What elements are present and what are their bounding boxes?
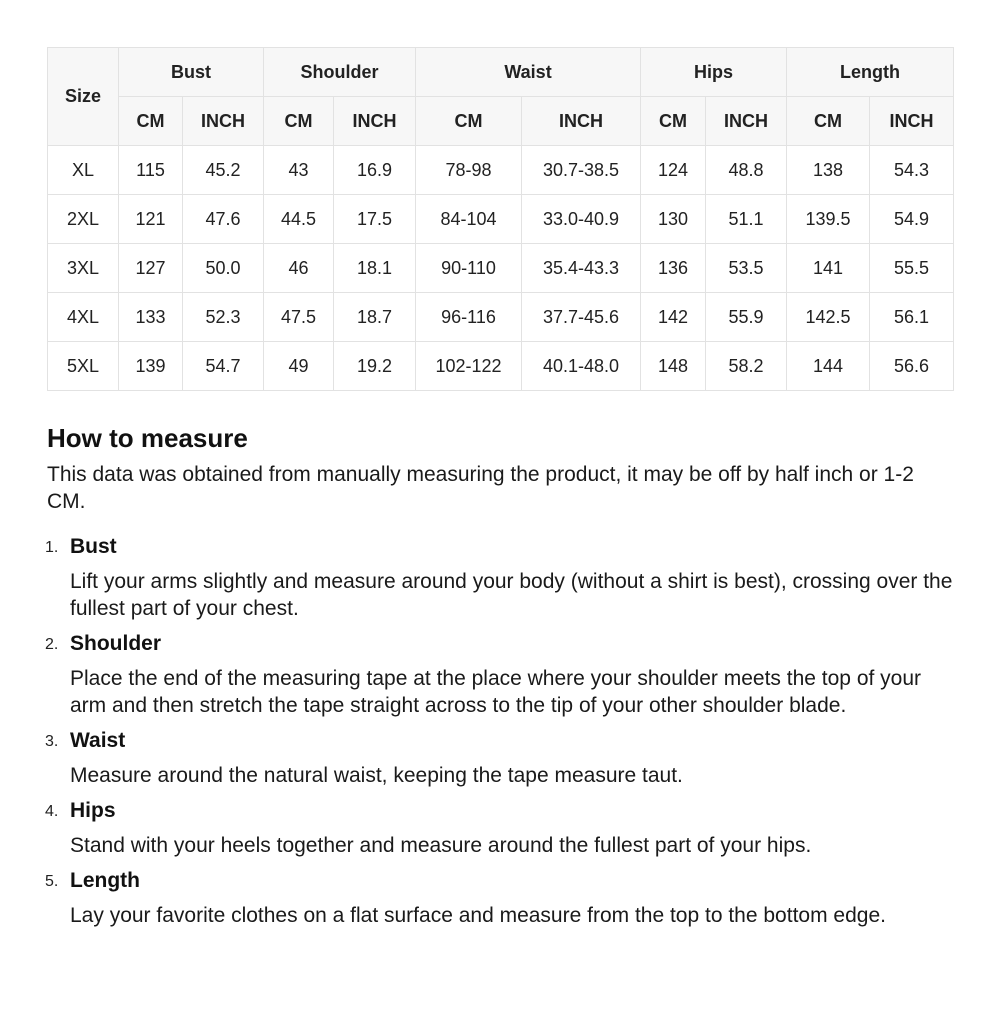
table-cell: 130 bbox=[641, 195, 706, 244]
measure-step-bust bbox=[47, 531, 957, 628]
table-cell: 56.6 bbox=[870, 342, 954, 391]
table-row bbox=[48, 342, 954, 391]
table-cell: 142.5 bbox=[787, 293, 870, 342]
table-cell: 54.3 bbox=[870, 146, 954, 195]
table-cell: 121 bbox=[119, 195, 183, 244]
header-unit-row bbox=[48, 97, 954, 146]
table-cell: 139 bbox=[119, 342, 183, 391]
unit-header: CM bbox=[119, 97, 183, 146]
unit-header: CM bbox=[787, 97, 870, 146]
table-cell: 144 bbox=[787, 342, 870, 391]
group-header-shoulder: Shoulder bbox=[264, 48, 416, 97]
size-cell: 2XL bbox=[48, 195, 119, 244]
table-cell: 48.8 bbox=[706, 146, 787, 195]
table-cell: 56.1 bbox=[870, 293, 954, 342]
table-cell: 53.5 bbox=[706, 244, 787, 293]
step-title: Shoulder bbox=[70, 632, 162, 655]
table-cell: 90-110 bbox=[416, 244, 522, 293]
step-title: Length bbox=[70, 869, 140, 892]
measure-step-hips bbox=[47, 795, 957, 865]
table-cell: 30.7-38.5 bbox=[522, 146, 641, 195]
table-cell: 43 bbox=[264, 146, 334, 195]
table-cell: 136 bbox=[641, 244, 706, 293]
measure-steps-list bbox=[47, 531, 957, 935]
unit-header: CM bbox=[264, 97, 334, 146]
measure-step-length bbox=[47, 865, 957, 935]
table-cell: 19.2 bbox=[334, 342, 416, 391]
measure-step-waist bbox=[47, 725, 957, 795]
table-cell: 96-116 bbox=[416, 293, 522, 342]
table-cell: 46 bbox=[264, 244, 334, 293]
table-cell: 35.4-43.3 bbox=[522, 244, 641, 293]
table-cell: 54.7 bbox=[183, 342, 264, 391]
table-cell: 139.5 bbox=[787, 195, 870, 244]
table-cell: 18.1 bbox=[334, 244, 416, 293]
size-cell: XL bbox=[48, 146, 119, 195]
table-body bbox=[48, 146, 954, 391]
table-cell: 84-104 bbox=[416, 195, 522, 244]
table-row bbox=[48, 146, 954, 195]
guide-heading: How to measure bbox=[47, 423, 248, 453]
table-cell: 148 bbox=[641, 342, 706, 391]
table-cell: 16.9 bbox=[334, 146, 416, 195]
step-title: Waist bbox=[70, 729, 126, 752]
table-cell: 50.0 bbox=[183, 244, 264, 293]
step-description: Lay your favorite clothes on a flat surface and measure from the top to the bottom edge. bbox=[70, 904, 886, 927]
unit-header: CM bbox=[641, 97, 706, 146]
step-description: Measure around the natural waist, keeping the tape measure taut. bbox=[70, 764, 683, 787]
table-cell: 18.7 bbox=[334, 293, 416, 342]
table-cell: 37.7-45.6 bbox=[522, 293, 641, 342]
table-row bbox=[48, 244, 954, 293]
table-cell: 55.9 bbox=[706, 293, 787, 342]
table-cell: 51.1 bbox=[706, 195, 787, 244]
table-cell: 58.2 bbox=[706, 342, 787, 391]
table-cell: 124 bbox=[641, 146, 706, 195]
step-title: Bust bbox=[70, 535, 117, 558]
step-number: 4. bbox=[45, 803, 59, 820]
table-cell: 52.3 bbox=[183, 293, 264, 342]
group-header-length: Length bbox=[787, 48, 954, 97]
size-column-header: Size bbox=[48, 48, 119, 146]
size-cell: 5XL bbox=[48, 342, 119, 391]
step-number: 1. bbox=[45, 539, 59, 556]
table-header bbox=[48, 48, 954, 146]
measure-step-shoulder bbox=[47, 628, 957, 725]
step-number: 2. bbox=[45, 636, 59, 653]
table-cell: 47.5 bbox=[264, 293, 334, 342]
group-header-bust: Bust bbox=[119, 48, 264, 97]
step-number: 5. bbox=[45, 873, 59, 890]
unit-header: INCH bbox=[183, 97, 264, 146]
table-cell: 142 bbox=[641, 293, 706, 342]
guide-intro: This data was obtained from manually measuring the product, it may be off by half inch or 1-2 CM. bbox=[47, 463, 914, 513]
table-cell: 44.5 bbox=[264, 195, 334, 244]
table-cell: 115 bbox=[119, 146, 183, 195]
size-chart-table bbox=[47, 47, 954, 391]
step-description: Lift your arms slightly and measure around your body (without a shirt is best), crossing over the fullest part of your chest. bbox=[70, 570, 953, 620]
step-number: 3. bbox=[45, 733, 59, 750]
step-description: Stand with your heels together and measure around the fullest part of your hips. bbox=[70, 834, 812, 857]
table-cell: 54.9 bbox=[870, 195, 954, 244]
table-cell: 49 bbox=[264, 342, 334, 391]
unit-header: INCH bbox=[522, 97, 641, 146]
unit-header: INCH bbox=[870, 97, 954, 146]
unit-header: INCH bbox=[334, 97, 416, 146]
size-cell: 3XL bbox=[48, 244, 119, 293]
table-cell: 40.1-48.0 bbox=[522, 342, 641, 391]
group-header-hips: Hips bbox=[641, 48, 787, 97]
measure-guide bbox=[47, 418, 957, 935]
table-cell: 102-122 bbox=[416, 342, 522, 391]
step-description: Place the end of the measuring tape at the place where your shoulder meets the top of your arm and then stretch the tape straight across to the tip of your other shoulder blade. bbox=[70, 667, 922, 717]
table-cell: 141 bbox=[787, 244, 870, 293]
table-cell: 17.5 bbox=[334, 195, 416, 244]
table-cell: 78-98 bbox=[416, 146, 522, 195]
table-cell: 55.5 bbox=[870, 244, 954, 293]
header-group-row bbox=[48, 48, 954, 97]
table-cell: 33.0-40.9 bbox=[522, 195, 641, 244]
table-cell: 47.6 bbox=[183, 195, 264, 244]
table-cell: 127 bbox=[119, 244, 183, 293]
table-cell: 133 bbox=[119, 293, 183, 342]
table-cell: 45.2 bbox=[183, 146, 264, 195]
unit-header: CM bbox=[416, 97, 522, 146]
unit-header: INCH bbox=[706, 97, 787, 146]
table-cell: 138 bbox=[787, 146, 870, 195]
size-cell: 4XL bbox=[48, 293, 119, 342]
step-title: Hips bbox=[70, 799, 116, 822]
table-row bbox=[48, 293, 954, 342]
table-row bbox=[48, 195, 954, 244]
group-header-waist: Waist bbox=[416, 48, 641, 97]
